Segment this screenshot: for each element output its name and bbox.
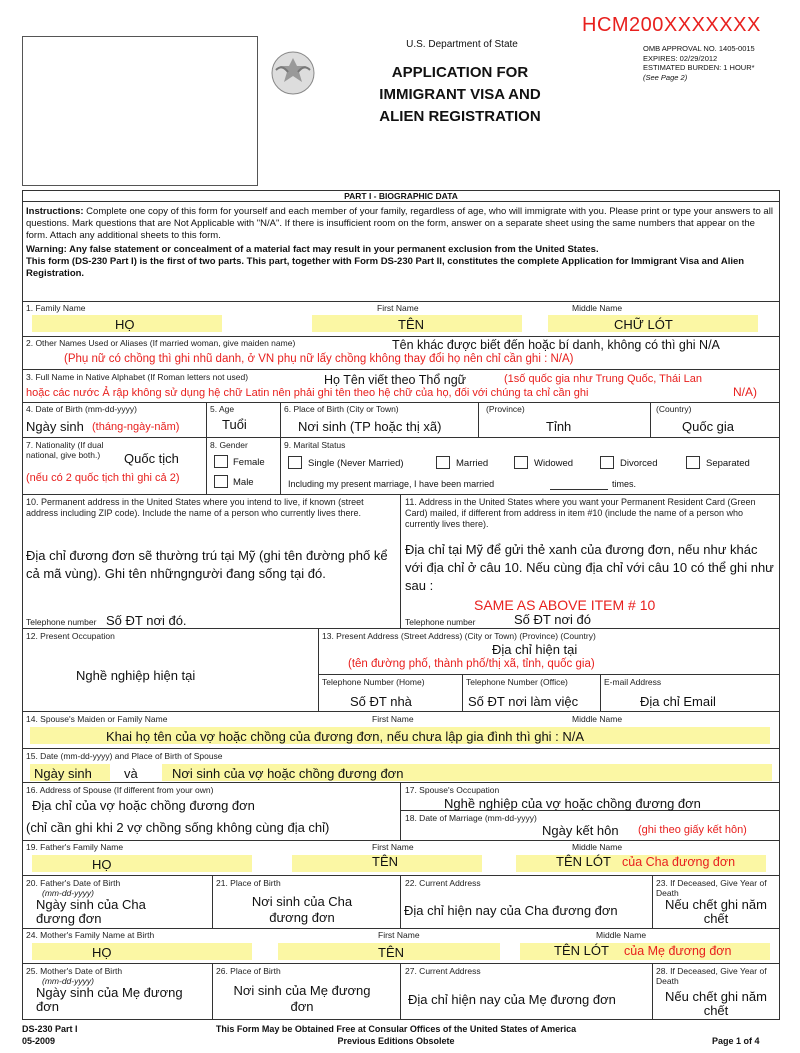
office-phone-value[interactable]: Số ĐT nơi làm việc (468, 694, 579, 709)
mother-dob-value[interactable]: Ngày sinh của Mẹ đương đơn (36, 985, 183, 1014)
times-label: times. (612, 479, 637, 489)
marriage-date-label: 18. Date of Marriage (mm-dd-yyyy) (405, 813, 537, 823)
present-address-note: (tên đường phố, thành phố/thị xã, tỉnh, quốc gia) (348, 658, 595, 670)
single-label: Single (Never Married) (308, 458, 404, 469)
family-name-label: 1. Family Name (26, 303, 86, 313)
form-title (330, 62, 590, 128)
warning-text: Warning: Any false statement or concealment of a material fact may result in your permanent exclusion from the United States. (26, 244, 599, 255)
spouse-first-name-label: First Name (372, 714, 414, 724)
mother-death-value[interactable]: Nếu chết ghi năm chết (665, 989, 767, 1018)
photo-box (22, 36, 258, 186)
widowed-checkbox[interactable] (514, 456, 528, 469)
dob-value[interactable]: Ngày sinh (26, 419, 84, 434)
native-name-note-1: (1số quốc gia như Trung Quốc, Thái Lan (504, 373, 702, 385)
male-label: Male (233, 477, 254, 488)
mother-address-value[interactable]: Địa chỉ hiện nay của Mẹ đương đơn (408, 992, 616, 1007)
permanent-address-value[interactable]: Địa chỉ đương đơn sẽ thường trú tại Mỹ (ghi tên đường phố kể cả mã vùng). Ghi tên nhữngngười đang sống tại đó. (26, 548, 388, 581)
two-part-note: This form (DS-230 Part I) is the first of two parts. This part, together with Form DS-230 Part II, constitutes the complete Application for Immigrant Visa and Alien Registration. (26, 256, 745, 279)
other-names-value[interactable]: Tên khác được biết đến hoặc bí danh, không có thì ghi N/A (392, 338, 720, 352)
family-name-value[interactable]: HỌ (115, 317, 135, 332)
omb-number: OMB APPROVAL NO. 1405-0015 (643, 44, 755, 53)
father-name-note: của Cha đương đơn (622, 855, 736, 869)
times-married-label: Including my present marriage, I have been married (288, 479, 495, 489)
form-date: 05-2009 (22, 1036, 56, 1046)
marriage-date-note: (ghi theo giấy kết hôn) (638, 824, 747, 836)
mother-death-label: 28. If Deceased, Give Year of Death (656, 966, 767, 986)
title-line-3: ALIEN REGISTRATION (379, 108, 541, 125)
father-death-label: 23. If Deceased, Give Year of Death (656, 878, 767, 898)
department-name: U.S. Department of State (406, 39, 518, 50)
father-first-name-label: First Name (372, 842, 414, 852)
mother-name-label: 24. Mother's Family Name at Birth (26, 930, 155, 940)
middle-name-value[interactable]: CHỮ LÓT (614, 317, 673, 332)
country-label: (Country) (656, 404, 692, 414)
spouse-pob-value[interactable]: Nơi sinh của vợ hoặc chồng đương đơn (172, 766, 404, 781)
father-address-label: 22. Current Address (405, 878, 481, 888)
first-name-value[interactable]: TÊN (398, 317, 424, 332)
marriage-date-value[interactable]: Ngày kết hôn (542, 823, 619, 838)
father-family-value[interactable]: HỌ (92, 857, 112, 872)
mother-middle-value[interactable]: TÊN LÓT (554, 943, 609, 958)
father-address-value[interactable]: Địa chỉ hiện nay của Cha đương đơn (404, 903, 618, 918)
state-department-seal-icon (270, 50, 316, 96)
form-number: DS-230 Part I (22, 1024, 78, 1034)
spouse-name-label: 14. Spouse's Maiden or Family Name (26, 714, 168, 724)
single-checkbox[interactable] (288, 456, 302, 469)
father-middle-name-label: Middle Name (572, 842, 623, 852)
mother-pob-label: 26. Place of Birth (216, 966, 281, 976)
other-names-label: 2. Other Names Used or Aliases (If married woman, give maiden name) (26, 338, 296, 348)
mother-first-name-label: First Name (378, 930, 420, 940)
permanent-address-label: 10. Permanent address in the United States where you intend to live, if known (street address including ZIP code). Include the name of a person who currently lives there. (26, 497, 364, 518)
separated-label: Separated (706, 458, 750, 469)
green-card-address-value[interactable]: Địa chỉ tại Mỹ để gửi thẻ xanh của đương đơn, nếu như khác với địa chỉ ở câu 10. Nếu cùng địa chỉ với câu 10 có thể ghi như sau : (405, 542, 774, 593)
father-middle-value[interactable]: TÊN LÓT (556, 854, 611, 869)
native-name-note-2: hoặc các nước Ả rập không sử dụng hệ chữ Latin nên phải ghi tên theo hệ chữ của họ, đối với chúng ta chỉ cần ghi (26, 387, 589, 399)
father-name-label: 19. Father's Family Name (26, 842, 124, 852)
omb-expires: EXPIRES: 02/29/2012 (643, 53, 718, 63)
native-name-label: 3. Full Name in Native Alphabet (If Roman letters not used) (26, 372, 249, 382)
omb-burden: ESTIMATED BURDEN: 1 HOUR* (643, 63, 755, 72)
spouse-dob-value[interactable]: Ngày sinh (34, 766, 92, 781)
title-line-2: IMMIGRANT VISA AND (379, 86, 541, 103)
permanent-tel-label: Telephone number (26, 617, 97, 627)
office-phone-label: Telephone Number (Office) (466, 677, 568, 687)
nationality-label: 7. Nationality (If dual national, give both.) (26, 440, 104, 460)
green-card-tel-value[interactable]: Số ĐT nơi đó (514, 612, 591, 627)
green-card-tel-label: Telephone number (405, 617, 476, 627)
widowed-label: Widowed (534, 458, 574, 469)
married-checkbox[interactable] (436, 456, 450, 469)
nationality-note: (nếu có 2 quốc tịch thì ghi cả 2) (26, 472, 180, 484)
home-phone-value[interactable]: Số ĐT nhà (350, 694, 412, 709)
other-names-note: (Phụ nữ có chồng thì ghi nhũ danh, ở VN phụ nữ lấy chồng không thay đổi họ nên chỉ cần ghi : N/A) (64, 353, 574, 365)
part-header: PART I - BIOGRAPHIC DATA (22, 190, 780, 202)
age-label: 5. Age (210, 404, 235, 414)
father-pob-value[interactable]: Nơi sinh của Cha đương đơn (251, 894, 353, 925)
father-dob-label: 20. Father's Date of Birth (26, 878, 121, 888)
marital-label: 9. Marital Status (284, 440, 346, 450)
divorced-checkbox[interactable] (600, 456, 614, 469)
occupation-label: 12. Present Occupation (26, 631, 115, 641)
instructions-text: Complete one copy of this form for yourself and each member of your family, regardless of age, who will immigrate with you. Please print or type your answers to all questions. Mark questions that are Not Applicable with "N/A". If there is insufficient room on the form, answer on a separate sheet using the same numbers that appear on the form. Attach any additional sheets to this form. (26, 206, 773, 241)
footer-obsolete: Previous Editions Obsolete (337, 1036, 455, 1046)
mother-address-label: 27. Current Address (405, 966, 481, 976)
father-dob-value[interactable]: Ngày sinh của Cha đương đơn (36, 897, 146, 926)
spouse-occupation-value[interactable]: Nghề nghiệp của vợ hoặc chồng đương đơn (444, 796, 701, 811)
present-address-label: 13. Present Address (Street Address) (City or Town) (Province) (Country) (322, 631, 596, 641)
first-name-label: First Name (377, 303, 419, 313)
footer-notice: This Form May be Obtained Free at Consular Offices of the United States of America (215, 1024, 577, 1034)
married-label: Married (456, 458, 489, 469)
mother-name-note: của Mẹ đương đơn (624, 944, 732, 958)
pob-value[interactable]: Nơi sinh (TP hoặc thị xã) (298, 419, 442, 434)
middle-name-label: Middle Name (572, 303, 623, 313)
father-first-value[interactable]: TÊN (372, 854, 398, 869)
instructions (26, 206, 776, 280)
native-name-value[interactable]: Họ Tên viết theo Thổ ngữ (324, 373, 467, 387)
dob-note: (tháng-ngày-năm) (92, 421, 180, 433)
female-checkbox[interactable] (214, 455, 228, 468)
separated-checkbox[interactable] (686, 456, 700, 469)
spouse-address-note: (chỉ cần ghi khi 2 vợ chồng sống không cùng địa chỉ) (26, 820, 330, 835)
nationality-value[interactable]: Quốc tịch (124, 451, 179, 466)
occupation-value[interactable]: Nghề nghiệp hiện tại (76, 668, 196, 683)
mother-family-value[interactable]: HỌ (92, 945, 112, 960)
native-name-note-3: N/A) (733, 385, 757, 399)
province-value[interactable]: Tỉnh (546, 419, 572, 434)
green-card-address-label: 11. Address in the United States where you want your Permanent Resident Card (Green Card) mailed, if different from address in item #10 (include the name of a person who currently lives there). (405, 497, 756, 529)
pob-label: 6. Place of Birth (City or Town) (284, 404, 399, 414)
age-value[interactable]: Tuổi (222, 417, 247, 432)
email-value[interactable]: Địa chỉ Email (640, 694, 716, 709)
spouse-address-label: 16. Address of Spouse (If different from your own) (26, 785, 214, 795)
male-checkbox[interactable] (214, 475, 228, 488)
present-address-value[interactable]: Địa chỉ hiện tại (492, 642, 578, 657)
instructions-heading: Instructions: (26, 206, 84, 217)
father-death-value[interactable]: Nếu chết ghi năm chết (665, 897, 767, 926)
and-text: và (124, 766, 138, 781)
page-number: Page 1 of 4 (712, 1036, 760, 1046)
home-phone-label: Telephone Number (Home) (322, 677, 425, 687)
province-label: (Province) (486, 404, 525, 414)
omb-info (643, 44, 793, 82)
spouse-address-value[interactable]: Địa chỉ của vợ hoặc chồng đương đơn (32, 798, 255, 813)
father-pob-label: 21. Place of Birth (216, 878, 281, 888)
omb-see-page: (See Page 2) (643, 72, 688, 82)
divorced-label: Divorced (620, 458, 658, 469)
email-label: E-mail Address (604, 677, 662, 687)
same-as-above-note: SAME AS ABOVE ITEM # 10 (474, 597, 656, 613)
spouse-occupation-label: 17. Spouse's Occupation (405, 785, 500, 795)
mother-middle-name-label: Middle Name (596, 930, 647, 940)
dob-label: 4. Date of Birth (mm-dd-yyyy) (26, 404, 137, 414)
mother-first-value[interactable]: TÊN (378, 945, 404, 960)
case-number: HCM200XXXXXXX (582, 14, 761, 36)
mother-dob-format: (mm-dd-yyyy) (42, 976, 94, 986)
times-married-field[interactable] (550, 489, 608, 490)
gender-label: 8. Gender (210, 440, 248, 450)
father-dob-format: (mm-dd-yyyy) (42, 888, 94, 898)
country-value[interactable]: Quốc gia (682, 419, 735, 434)
spouse-name-value[interactable]: Khai họ tên của vợ hoặc chồng của đương đơn, nếu chưa lập gia đình thì ghi : N/A (106, 729, 585, 744)
permanent-tel-value[interactable]: Số ĐT nơi đó. (106, 613, 187, 628)
mother-dob-label: 25. Mother's Date of Birth (26, 966, 123, 976)
title-line-1: APPLICATION FOR (391, 64, 529, 81)
spouse-middle-name-label: Middle Name (572, 714, 623, 724)
female-label: Female (233, 457, 265, 468)
mother-pob-value[interactable]: Nơi sinh của Mẹ đương đơn (233, 983, 371, 1014)
spouse-dob-label: 15. Date (mm-dd-yyyy) and Place of Birth of Spouse (26, 751, 223, 761)
